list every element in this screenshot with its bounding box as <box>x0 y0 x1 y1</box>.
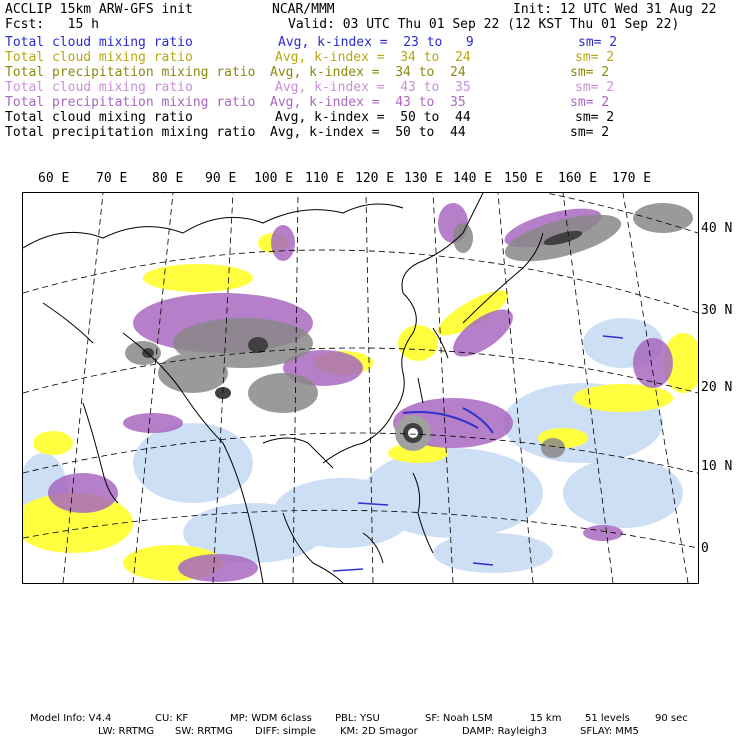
footer-item: 15 km <box>530 713 562 724</box>
lon-label: 160 E <box>558 171 598 186</box>
org-label: NCAR/MMM <box>272 2 335 17</box>
footer-item: CU: KF <box>155 713 189 724</box>
legend-range: Avg, k-index = 50 to 44 <box>270 125 466 140</box>
lon-label: 130 E <box>404 171 444 186</box>
legend-sm: sm= 2 <box>575 110 615 125</box>
footer-item: 90 sec <box>655 713 688 724</box>
lat-label: 20 N <box>701 380 733 395</box>
valid-time: Valid: 03 UTC Thu 01 Sep 22 (12 KST Thu 01 Sep 22) <box>288 17 680 32</box>
legend-name: Total cloud mixing ratio <box>5 50 193 65</box>
legend-sm: sm= 2 <box>570 125 610 140</box>
map-canvas <box>23 193 698 583</box>
legend-sm: sm= 2 <box>575 50 615 65</box>
footer-item: LW: RRTMG <box>98 726 155 737</box>
lon-label: 60 E <box>38 171 70 186</box>
lat-label: 30 N <box>701 303 733 318</box>
legend-range: Avg, k-index = 34 to 24 <box>270 65 466 80</box>
lon-label: 100 E <box>254 171 294 186</box>
legend-sm: sm= 2 <box>570 65 610 80</box>
legend-name: Total cloud mixing ratio <box>5 35 193 50</box>
legend-sm: sm= 2 <box>575 80 615 95</box>
forecast-hour: Fcst: 15 h <box>5 17 99 32</box>
lon-label: 70 E <box>96 171 128 186</box>
map-panel <box>22 192 699 584</box>
footer-item: 51 levels <box>585 713 630 724</box>
lat-label: 40 N <box>701 221 733 236</box>
footer-item: PBL: YSU <box>335 713 380 724</box>
legend-range: Avg, k-index = 34 to 24 <box>275 50 471 65</box>
footer-item: SFLAY: MM5 <box>580 726 639 737</box>
lat-label: 0 <box>701 541 709 556</box>
lon-label: 140 E <box>453 171 493 186</box>
legend-name: Total precipitation mixing ratio <box>5 125 256 140</box>
legend-range: Avg, k-index = 50 to 44 <box>275 110 471 125</box>
lon-label: 80 E <box>152 171 184 186</box>
lat-label: 10 N <box>701 459 733 474</box>
legend-name: Total cloud mixing ratio <box>5 80 193 95</box>
footer-item: Model Info: V4.4 <box>30 713 112 724</box>
footer-item: KM: 2D Smagor <box>340 726 418 737</box>
footer-item: SW: RRTMG <box>175 726 233 737</box>
init-time: Init: 12 UTC Wed 31 Aug 22 <box>513 2 717 17</box>
footer-item: DAMP: Rayleigh3 <box>462 726 548 737</box>
legend-name: Total cloud mixing ratio <box>5 110 193 125</box>
lon-label: 110 E <box>305 171 345 186</box>
legend-range: Avg, k-index = 43 to 35 <box>275 80 471 95</box>
footer-item: MP: WDM 6class <box>230 713 312 724</box>
legend-sm: sm= 2 <box>578 35 618 50</box>
legend-name: Total precipitation mixing ratio <box>5 65 256 80</box>
footer-item: SF: Noah LSM <box>425 713 493 724</box>
footer-item: DIFF: simple <box>255 726 316 737</box>
legend-sm: sm= 2 <box>570 95 610 110</box>
lon-label: 150 E <box>504 171 544 186</box>
legend-range: Avg, k-index = 23 to 9 <box>278 35 474 50</box>
lon-label: 170 E <box>612 171 652 186</box>
legend-range: Avg, k-index = 43 to 35 <box>270 95 466 110</box>
lon-label: 90 E <box>205 171 237 186</box>
product-title: ACCLIP 15km ARW-GFS init <box>5 2 193 17</box>
legend-name: Total precipitation mixing ratio <box>5 95 256 110</box>
lon-label: 120 E <box>355 171 395 186</box>
